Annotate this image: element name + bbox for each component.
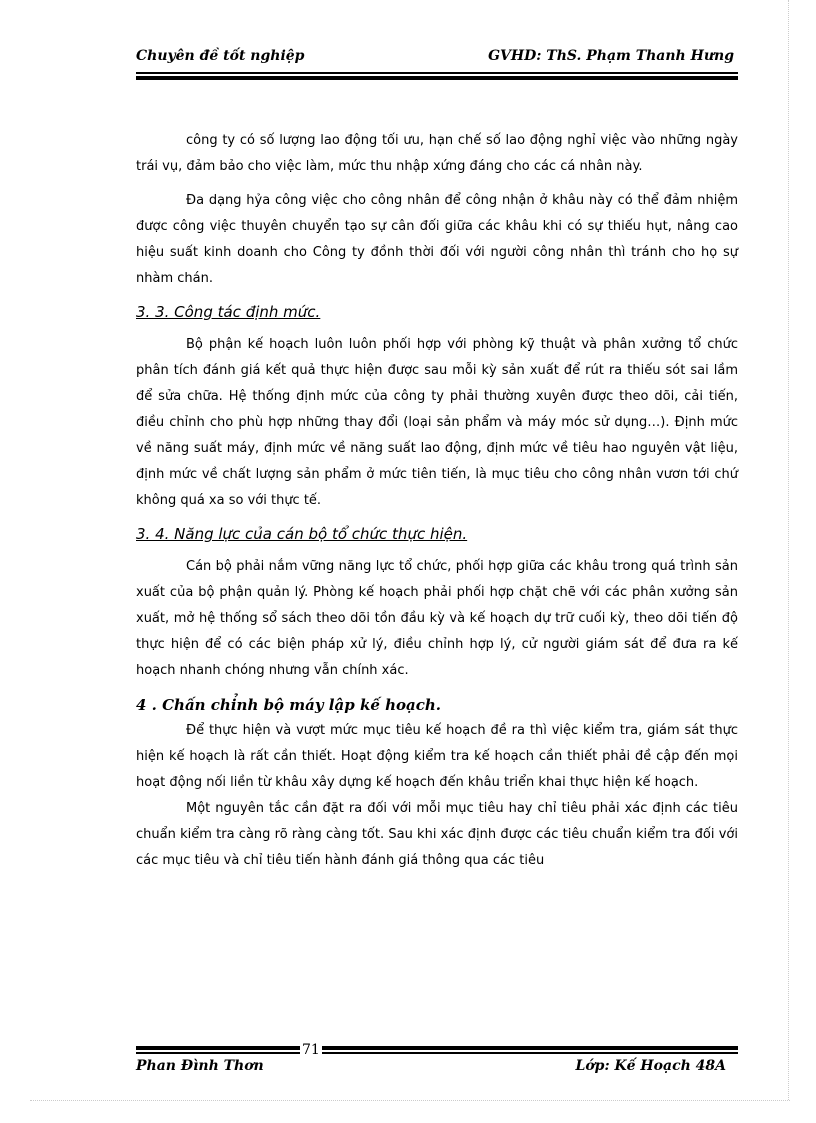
paragraph-6: Một nguyên tắc cần đặt ra đối với mỗi mục tiêu hay chỉ tiêu phải xác định các tiêu chuẩn kiểm tra càng rõ ràng càng tốt. Sau khi xác định được các tiêu chuẩn kiểm tra đối với các mục tiêu và chỉ tiêu tiến hành đánh giá thông qua các tiêu xyxy=(136,801,738,868)
paragraph-5: Để thực hiện và vượt mức mục tiêu kế hoạch đề ra thì việc kiểm tra, giám sát thực hiện kế hoạch là rất cần thiết. Hoạt động kiểm tra kế hoạch cần thiết phải đề cập đến mọi hoạt động nối liền từ khâu xây dựng kế hoạch đến khâu triển khai thực hiện kế hoạch. xyxy=(136,723,738,790)
header-title: Chuyên đề tốt nghiệp xyxy=(136,48,305,64)
page-body xyxy=(136,128,738,874)
header-advisor: GVHD: ThS. Phạm Thanh Hưng xyxy=(488,48,734,64)
section-heading-4: 4 . Chấn chỉnh bộ máy lập kế hoạch. xyxy=(136,696,441,714)
section-heading-3-4: 3. 4. Năng lực của cán bộ tổ chức thực hiện. xyxy=(136,525,468,543)
header-rule-thick xyxy=(136,76,738,80)
page-header xyxy=(136,48,736,70)
paragraph-3: Bộ phận kế hoạch luôn luôn phối hợp với phòng kỹ thuật và phân xưởng tổ chức phân tích đánh giá kết quả thực hiện được sau mỗi kỳ sản xuất để rút ra thiếu sót sai lầm để sửa chữa. Hệ thống định mức của công ty phải thường xuyên được theo dõi, cải tiến, điều chỉnh cho phù hợp những thay đổi (loại sản phẩm và máy móc sử dụng…). Định mức về năng suất máy, định mức về năng suất lao động, định mức về tiêu hao nguyên vật liệu, định mức về chất lượng sản phẩm ở mức tiên tiến, là mục tiêu cho công nhân vươn tới chứ không quá xa so với thực tế. xyxy=(136,337,738,508)
header-rule-thin xyxy=(136,72,738,74)
paragraph-1: công ty có số lượng lao động tối ưu, hạn chế số lao động nghỉ việc vào những ngày trái vụ, đảm bảo cho việc làm, mức thu nhập xứng đáng cho các cá nhân này. xyxy=(136,133,738,174)
footer-author: Phan Đình Thơn xyxy=(136,1058,264,1074)
page-edge-dotted xyxy=(30,1100,790,1101)
footer-class: Lớp: Kế Hoạch 48A xyxy=(575,1058,726,1074)
paragraph-2: Đa dạng hỷa công việc cho công nhân để công nhận ở khâu này có thể đảm nhiệm được công việc thuyên chuyển tạo sự cân đối giữa các khâu khi có sự thiếu hụt, nâng cao hiệu suất kinh doanh cho Công ty đồnh thời đối với người công nhân thì tránh cho họ sự nhàm chán. xyxy=(136,193,738,286)
page-footer xyxy=(136,1046,738,1076)
page-number: 71 xyxy=(302,1042,320,1058)
paragraph-4: Cán bộ phải nắm vững năng lực tổ chức, phối hợp giữa các khâu trong quá trình sản xuất của bộ phận quản lý. Phòng kế hoạch phải phối hợp chặt chẽ với các phân xưởng sản xuất, mở hệ thống sổ sách theo dõi tồn đầu kỳ và kế hoạch dự trữ cuối kỳ, theo dõi tiến độ thực hiện để có các biện pháp xử lý, điều chỉnh hợp lý, cử người giám sát để đưa ra kế hoạch nhanh chóng nhưng vẫn chính xác. xyxy=(136,559,738,678)
page-edge-dotted-vertical xyxy=(788,0,789,1100)
section-heading-3-3: 3. 3. Công tác định mức. xyxy=(136,303,321,321)
